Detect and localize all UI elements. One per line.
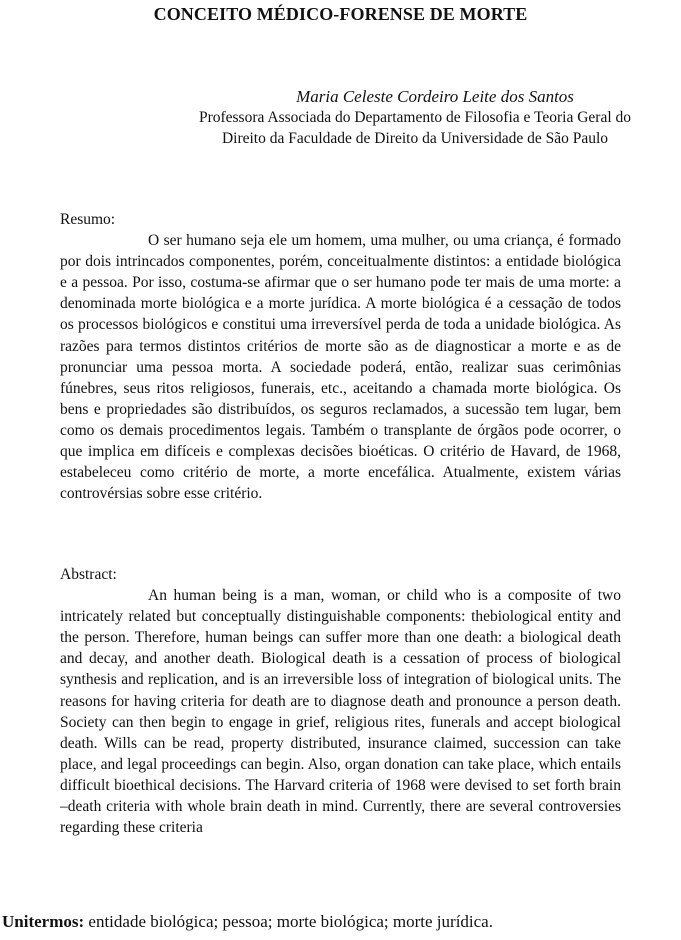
author-affiliation-line-1: Professora Associada do Departamento de Filosofia e Teoria Geral do — [198, 109, 632, 126]
author-name: Maria Celeste Cordeiro Leite dos Santos — [296, 87, 574, 106]
paper-title: CONCEITO MÉDICO-FORENSE DE MORTE — [153, 4, 528, 24]
abstract-text: An human being is a man, woman, or child who is a composite of two intricately related but conceptually distinguishable components: thebiological entity and the person. Therefore, human beings can suffer more than one death: a biological death and decay, and another death. Biological death is a cessation of process of biological synthesis and replication, and is an irreversible loss of integration of biological units. The reasons for having criteria for death are to diagnose death and pronounce a person death. Society can then begin to engage in grief, religious rites, funerals and accept biological death. Wills can be read, property distributed, insurance claimed, succession can take place, and legal proceedings can begin. Also, organ donation can take place, which entails difficult bioethical decisions. The Harvard criteria of 1968 were devised to set forth brain –death criteria with whole brain death in mind. Currently, there are several controversies regarding these criteria — [60, 587, 621, 837]
resumo-section — [60, 209, 621, 504]
keywords-label: Unitermos: — [2, 912, 85, 931]
author-affiliation-line-2: Direito da Faculdade de Direito da Universidade de São Paulo — [221, 130, 609, 147]
author-block — [150, 86, 680, 149]
abstract-label: Abstract: — [60, 566, 117, 583]
resumo-label: Resumo: — [60, 211, 116, 228]
keywords-text: entidade biológica; pessoa; morte biológica; morte jurídica. — [88, 912, 493, 931]
keywords-line — [2, 912, 493, 932]
abstract-section — [60, 564, 621, 838]
resumo-text: O ser humano seja ele um homem, uma mulher, ou uma criança, é formado por dois intrincados componentes, porém, conceitualmente distintos: a entidade biológica e a pessoa. Por isso, costuma-se afirmar que o ser humano pode ter mais de uma morte: a denominada morte biológica e a morte jurídica. A morte biológica é a cessação de todos os processos biológicos e constitui uma irreversível perda de toda a unidade biológica. As razões para termos distintos critérios de morte são as de diagnosticar a morte e as de pronunciar uma pessoa morta. A sociedade poderá, então, realizar suas cerimônias fúnebres, seus ritos religiosos, funerais, etc., aceitando a chamada morte biológica. Os bens e propriedades são distribuídos, os seguros reclamados, a sucessão tem lugar, bem como os demais procedimentos legais. Também o transplante de órgãos pode ocorrer, o que implica em difíceis e complexas decisões bioéticas. O critério de Havard, de 1968, estabeleceu como critério de morte, a morte encefálica. Atualmente, existem várias controvérsias sobre esse critério. — [60, 232, 621, 503]
